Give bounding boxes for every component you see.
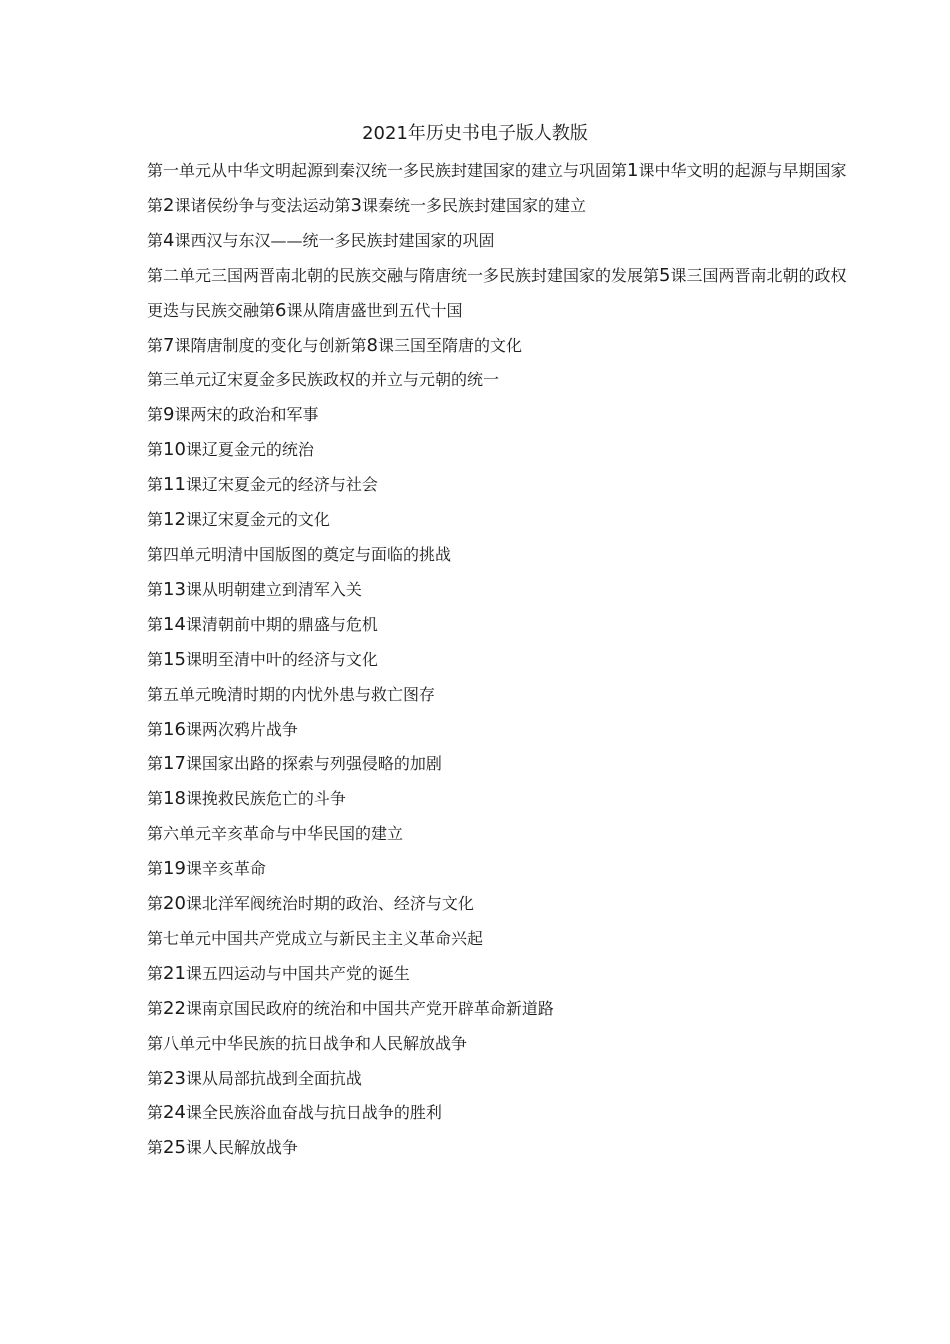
number-text: 3 [350, 194, 362, 216]
toc-line: 第12课辽宋夏金元的文化 [147, 509, 330, 531]
toc-line: 第15课明至清中叶的经济与文化 [147, 648, 378, 670]
number-text: 10 [163, 439, 186, 461]
toc-line: 第二单元三国两晋南北朝的民族交融与隋唐统一多民族封建国家的发展第5课三国两晋南北朝的政权更迭与民族交融第6课从隋唐盛世到五代十国 [147, 264, 847, 321]
table-of-contents [147, 154, 859, 1166]
toc-line: 第11课辽宋夏金元的经济与社会 [147, 474, 378, 496]
toc-line: 第19课辛亥革命 [147, 858, 266, 880]
number-text: 2 [163, 194, 175, 216]
toc-line: 第2课诸侯纷争与变法运动第3课秦统一多民族封建国家的建立 [147, 194, 586, 216]
toc-line: 第13课从明朝建立到清军入关 [147, 578, 362, 600]
toc-line: 第六单元辛亥革命与中华民国的建立 [147, 824, 404, 844]
number-text: 17 [163, 753, 186, 775]
toc-line: 第18课挽救民族危亡的斗争 [147, 788, 346, 810]
number-text: 7 [163, 334, 175, 356]
number-text: 1 [627, 160, 639, 181]
number-text: 12 [163, 509, 186, 531]
toc-line: 第23课从局部抗战到全面抗战 [147, 1067, 362, 1089]
number-text: 22 [163, 997, 186, 1019]
toc-line: 第10课辽夏金元的统治 [147, 439, 314, 461]
toc-line: 第三单元辽宋夏金多民族政权的并立与元朝的统一 [147, 370, 500, 390]
number-text: 21 [163, 962, 186, 984]
toc-line: 第9课两宋的政治和军事 [147, 404, 319, 426]
number-text: 19 [163, 858, 186, 880]
number-text: 15 [163, 648, 186, 670]
toc-line: 第7课隋唐制度的变化与创新第8课三国至隋唐的文化 [147, 334, 522, 356]
number-text: 23 [163, 1067, 186, 1089]
toc-line: 第14课清朝前中期的鼎盛与危机 [147, 613, 378, 635]
toc-line: 第21课五四运动与中国共产党的诞生 [147, 962, 410, 984]
number-text: 6 [275, 299, 287, 321]
number-text: 14 [163, 613, 186, 635]
toc-line: 第五单元晚清时期的内忧外患与救亡图存 [147, 684, 436, 704]
toc-line: 第22课南京国民政府的统治和中国共产党开辟革命新道路 [147, 997, 554, 1019]
document-title: 2021年历史书电子版人教版 [362, 123, 588, 144]
toc-line: 第24课全民族浴血奋战与抗日战争的胜利 [147, 1102, 442, 1124]
number-text: 11 [163, 474, 186, 496]
number-text: 25 [163, 1137, 186, 1159]
number-text: 13 [163, 578, 186, 600]
number-text: 24 [163, 1102, 186, 1124]
toc-line: 第20课北洋军阀统治时期的政治、经济与文化 [147, 893, 474, 915]
number-text: 9 [163, 404, 175, 426]
toc-line: 第4课西汉与东汉——统一多民族封建国家的巩固 [147, 229, 495, 251]
toc-line: 第16课两次鸦片战争 [147, 718, 298, 740]
number-text: 18 [163, 788, 186, 810]
number-text: 8 [366, 334, 378, 356]
toc-line: 第四单元明清中国版图的奠定与面临的挑战 [147, 544, 452, 564]
number-text: 16 [163, 718, 186, 740]
number-text: 5 [659, 264, 671, 286]
toc-line: 第25课人民解放战争 [147, 1137, 298, 1159]
toc-line: 第七单元中国共产党成立与新民主主义革命兴起 [147, 928, 484, 948]
number-text: 2021 [362, 123, 408, 144]
toc-line: 第八单元中华民族的抗日战争和人民解放战争 [147, 1033, 468, 1053]
toc-line: 第17课国家出路的探索与列强侵略的加剧 [147, 753, 442, 775]
number-text: 20 [163, 893, 186, 915]
number-text: 4 [163, 229, 175, 251]
toc-line: 第一单元从中华文明起源到秦汉统一多民族封建国家的建立与巩固第1课中华文明的起源与早期国家 [147, 160, 847, 181]
